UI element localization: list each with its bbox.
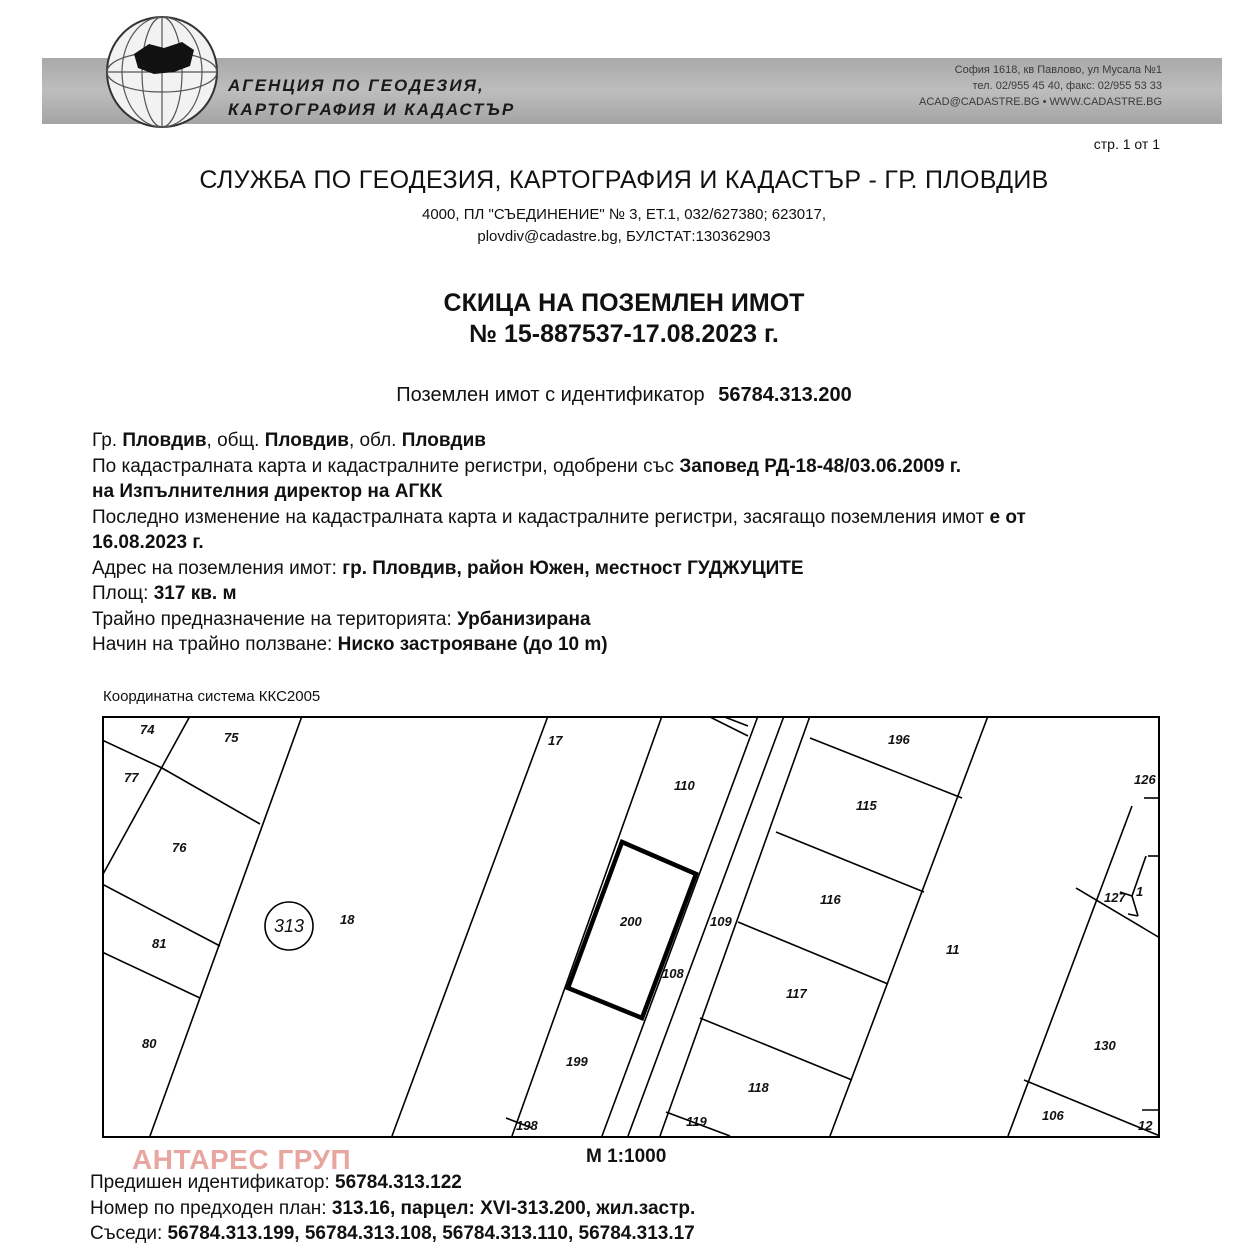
address-value: гр. Пловдив, район Южен, местност ГУДЖУЦИТЕ [342, 557, 804, 579]
last-change-line [92, 505, 1182, 531]
parcel-label-116: 116 [820, 892, 841, 907]
area-value: 317 кв. м [153, 583, 237, 604]
approval-text: По кадастралната карта и кадастралните регистри, одобрени със [92, 455, 675, 477]
parcel-info [92, 428, 1182, 658]
last-change-tail: е от [989, 506, 1026, 528]
region-value: Пловдив [401, 430, 486, 451]
parcel-label-115: 115 [856, 798, 877, 813]
approval-order: Заповед РД-18-48/03.06.2009 г. [679, 455, 962, 477]
purpose-line [92, 607, 1182, 633]
neighbors-value: 56784.313.199, 56784.313.108, 56784.313.110, 56784.313.17 [167, 1223, 695, 1244]
purpose-label: Трайно предназначение на територията: [92, 608, 452, 630]
office-title: СЛУЖБА ПО ГЕОДЕЗИЯ, КАРТОГРАФИЯ И КАДАСТЪР - ГР. ПЛОВДИВ [199, 166, 1049, 194]
area-label: Площ: [92, 583, 149, 604]
footer-info [90, 1170, 695, 1247]
area-line [92, 581, 1182, 607]
approval-line [92, 454, 1182, 480]
previous-identifier-label: Предишен идентификатор: [90, 1172, 330, 1193]
district-label: 313 [273, 916, 305, 936]
previous-identifier-value: 56784.313.122 [335, 1172, 462, 1193]
previous-plan-label: Номер по предходен план: [90, 1197, 327, 1219]
parcel-label-74: 74 [140, 722, 155, 737]
office-address [0, 204, 1248, 248]
region-label: , обл. [348, 430, 397, 451]
subject-parcel-outline [568, 842, 696, 1018]
parcel-label-75: 75 [224, 730, 239, 745]
cadastral-map-svg [102, 716, 1160, 1138]
cadastral-map [102, 716, 1160, 1138]
agency-contact [919, 62, 1162, 110]
neighbors-label: Съседи: [90, 1223, 163, 1244]
parcel-label-106: 106 [1042, 1108, 1064, 1123]
coordinate-system-label: Координатна система ККС2005 [103, 688, 321, 705]
parcel-label-76: 76 [172, 840, 187, 855]
office-address-line1: 4000, ПЛ "СЪЕДИНЕНИЕ" № 3, ЕТ.1, 032/627380; 623017, [422, 206, 826, 223]
office-address-line2: plovdiv@cadastre.bg, БУЛСТАТ:130362903 [477, 228, 771, 245]
parcel-label-77: 77 [124, 770, 139, 785]
page-number: стр. 1 от 1 [1093, 136, 1160, 152]
agency-globe-logo [104, 14, 220, 130]
parcel-label-110: 110 [674, 778, 695, 793]
parcel-label-12: 12 [1138, 1118, 1153, 1133]
parcel-label-109: 109 [710, 914, 732, 929]
order-issuer: на Изпълнителния директор на АГКК [92, 481, 443, 502]
parcel-label-127: 127 [1104, 890, 1126, 905]
parcel-label-200: 200 [620, 914, 642, 929]
previous-identifier-line [90, 1170, 695, 1196]
city-label: Гр. [92, 430, 118, 451]
order-issuer-line [92, 479, 1182, 505]
agency-contact-web: ACAD@CADASTRE.BG • WWW.CADASTRE.BG [919, 96, 1162, 108]
parcel-label-130: 130 [1094, 1038, 1116, 1053]
parcel-label-119: 119 [686, 1114, 707, 1129]
usage-value: Ниско застрояване (до 10 m) [337, 634, 608, 655]
last-change-date-line [92, 530, 1182, 556]
location-line [92, 428, 1182, 454]
agency-contact-address: София 1618, кв Павлово, ул Мусала №1 [954, 64, 1162, 76]
address-line [92, 556, 1182, 582]
parcel-label-196: 196 [888, 732, 910, 747]
address-label: Адрес на поземления имот: [92, 557, 337, 579]
document-title [0, 288, 1248, 350]
parcel-label-117: 117 [786, 986, 807, 1001]
parcel-label-126: 126 [1134, 772, 1156, 787]
usage-label: Начин на трайно ползване: [92, 634, 333, 655]
usage-line [92, 632, 1182, 658]
previous-plan-line [90, 1196, 695, 1222]
previous-plan-value: 313.16, парцел: XVI-313.200, жил.застр. [331, 1197, 696, 1219]
city-value: Пловдив [122, 430, 207, 451]
identifier-label: Поземлен имот с идентификатор [396, 384, 705, 406]
identifier-value: 56784.313.200 [718, 384, 852, 406]
last-change-date: 16.08.2023 г. [92, 532, 204, 553]
municipality-label: , общ. [206, 430, 260, 451]
agency-name-line2: КАРТОГРАФИЯ И КАДАСТЪР [228, 100, 516, 119]
parcel-label-199: 199 [566, 1054, 588, 1069]
parcel-label-17: 17 [548, 733, 563, 748]
parcel-identifier-line [0, 384, 1248, 407]
parcel-label-18: 18 [340, 912, 355, 927]
document-number: № 15-887537-17.08.2023 г. [469, 320, 779, 348]
parcel-label-80: 80 [142, 1036, 157, 1051]
parcel-label-118: 118 [748, 1080, 769, 1095]
watermark: АНТАРЕС ГРУП [132, 1144, 352, 1175]
map-scale: М 1:1000 [586, 1146, 667, 1167]
purpose-value: Урбанизирана [457, 608, 591, 630]
parcel-label-81: 81 [152, 936, 167, 951]
last-change-text: Последно изменение на кадастралната карта и кадастралните регистри, засягащо поземления имот [92, 506, 985, 528]
parcel-label-11: 11 [946, 942, 960, 957]
agency-name [228, 74, 515, 122]
document-title-line1: СКИЦА НА ПОЗЕМЛЕН ИМОТ [443, 289, 805, 317]
parcel-label-198: 198 [516, 1118, 538, 1133]
agency-name-line1: АГЕНЦИЯ ПО ГЕОДЕЗИЯ, [228, 76, 485, 95]
neighbors-line [90, 1221, 695, 1247]
municipality-value: Пловдив [264, 430, 349, 451]
parcel-label-108: 108 [662, 966, 684, 981]
agency-contact-phone: тел. 02/955 45 40, факс: 02/955 53 33 [972, 80, 1162, 92]
parcel-label-1: 1 [1136, 884, 1144, 899]
